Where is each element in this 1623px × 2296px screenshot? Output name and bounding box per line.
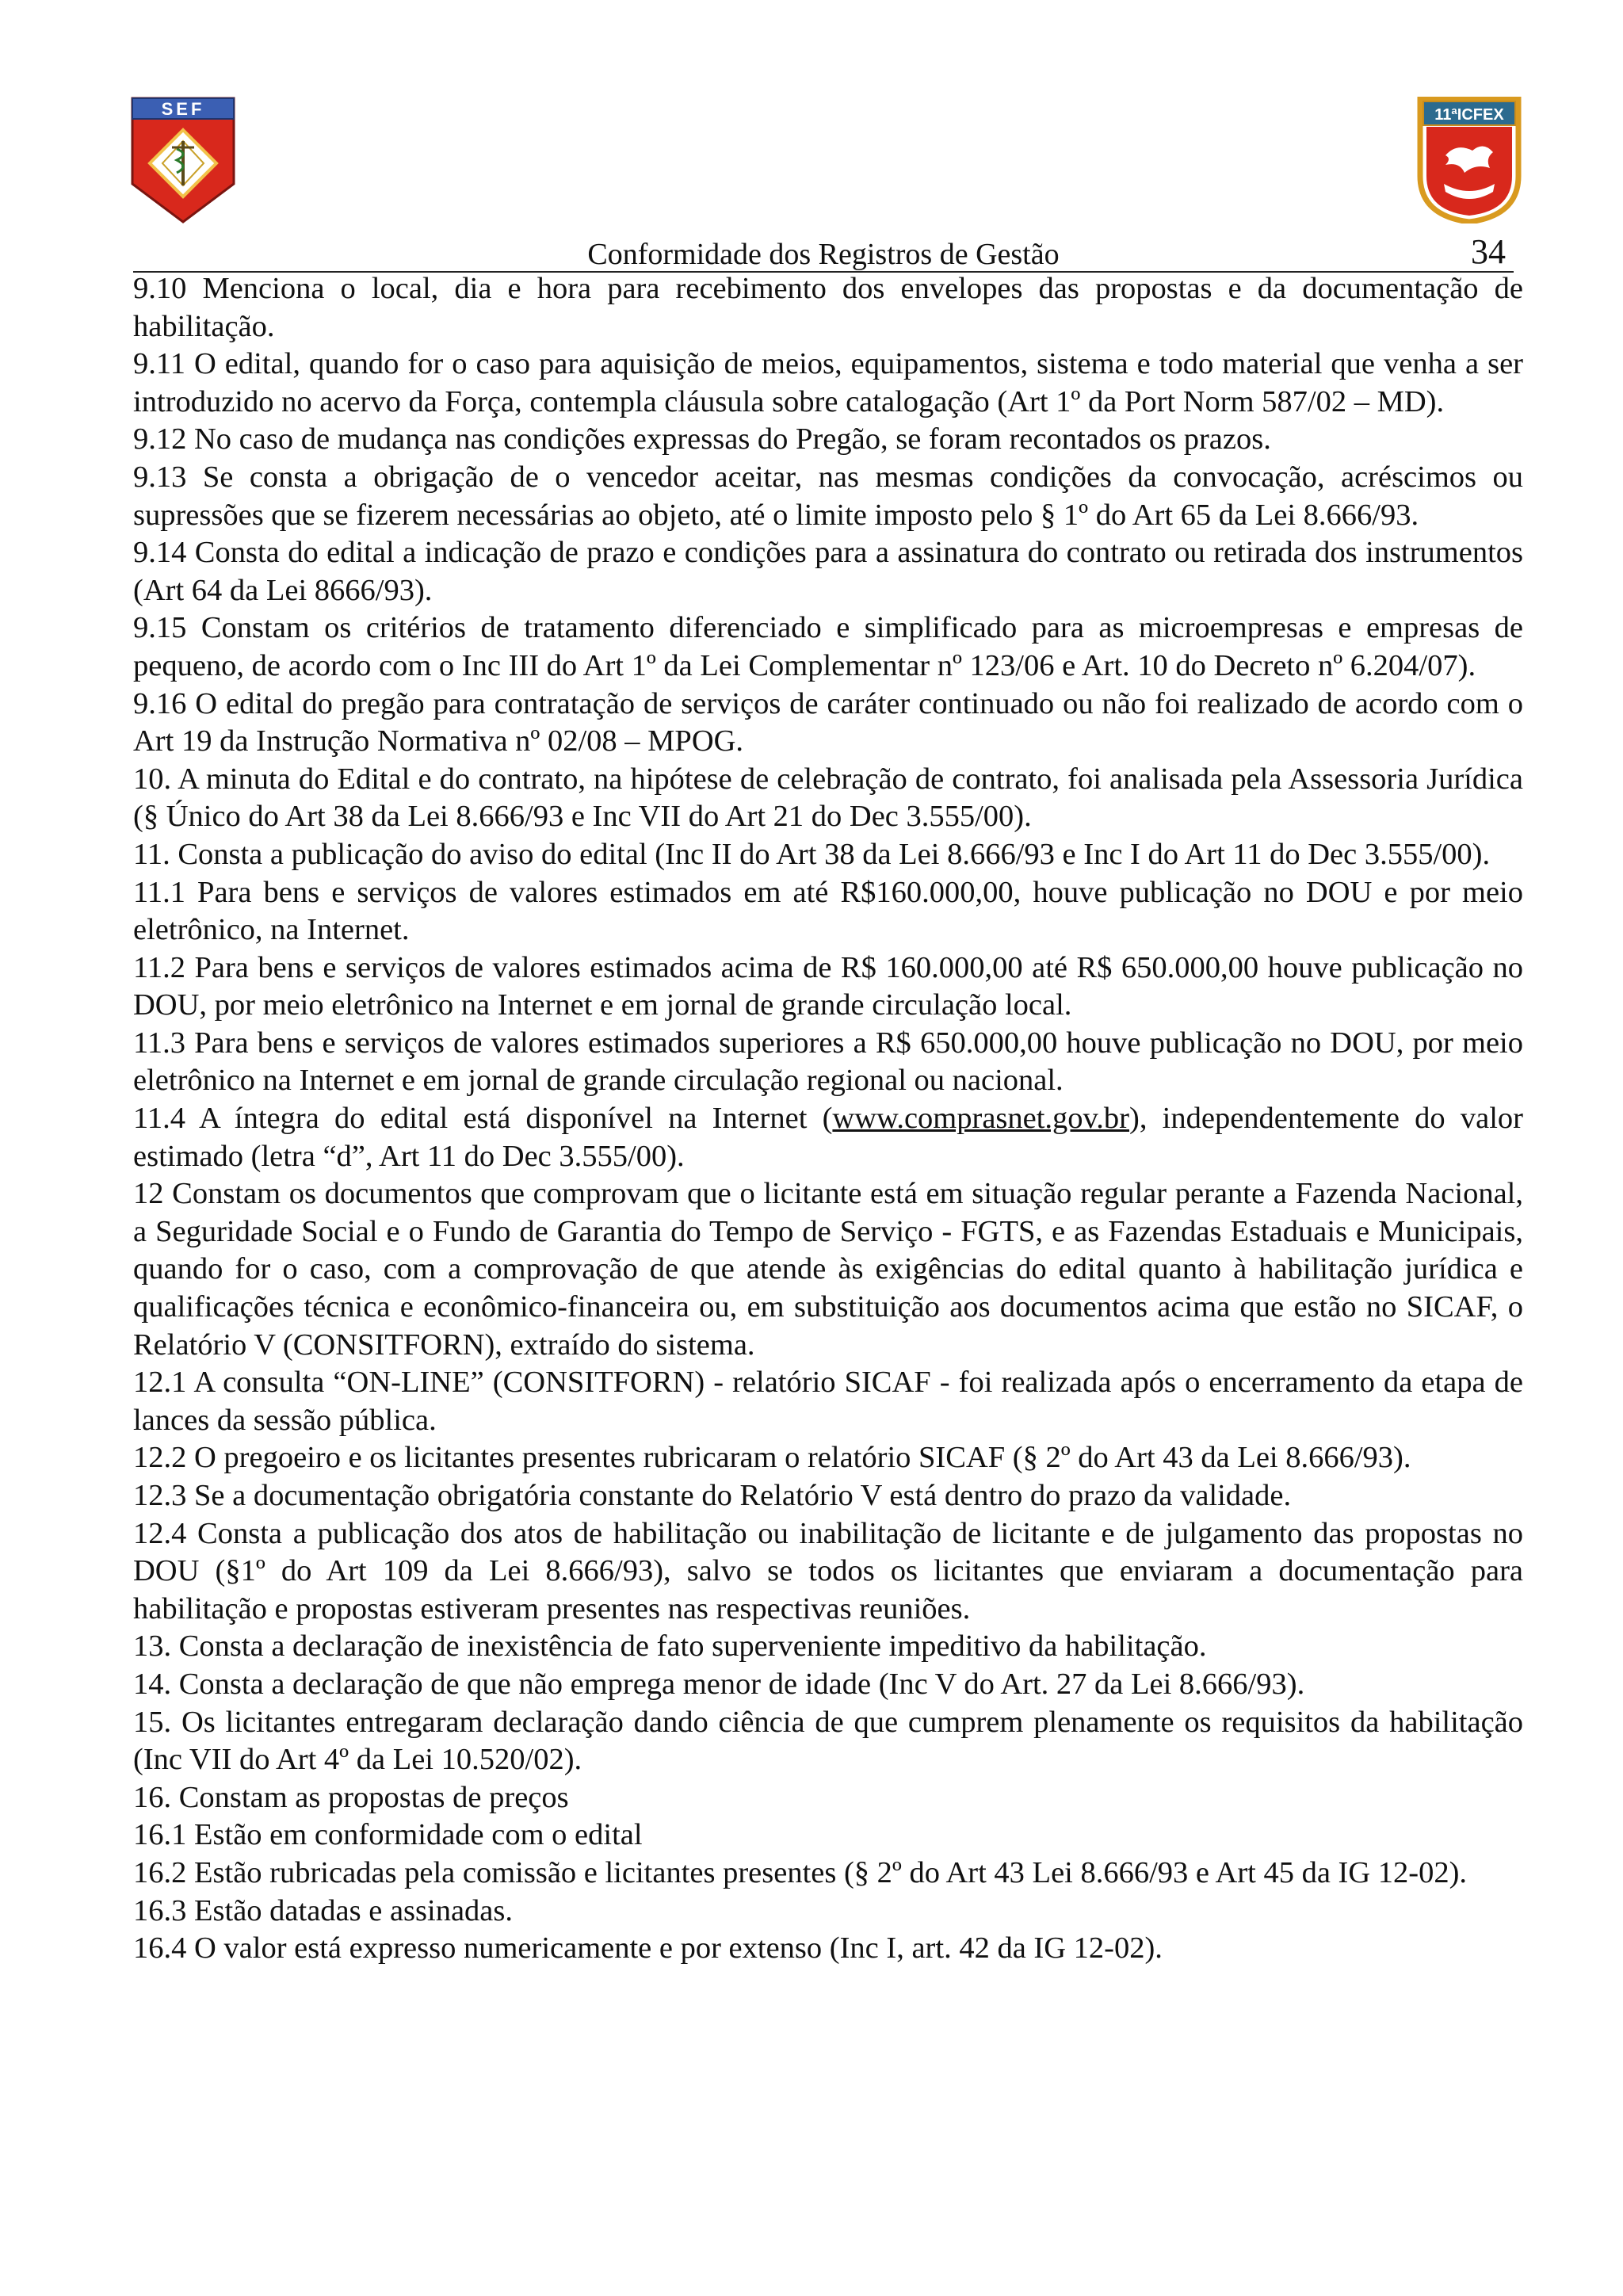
paragraph-12-4: 12.4 Consta a publicação dos atos de habilitação ou inabilitação de licitante e de julgamento das propostas no DOU (§1º do Art 109 da Lei 8.666/93), salvo se todos os licitantes que enviaram a documentação para habilitação e propostas estiveram presentes nas respectivas reuniões. — [133, 1516, 1523, 1626]
paragraph-9-10: 9.10 Menciona o local, dia e hora para recebimento dos envelopes das propostas e da documentação de habilitação. — [133, 272, 1523, 343]
paragraph-16-3: 16.3 Estão datadas e assinadas. — [133, 1893, 513, 1927]
paragraph-12-2: 12.2 O pregoeiro e os licitantes presentes rubricaram o relatório SICAF (§ 2º do Art 43 da Lei 8.666/93). — [133, 1441, 1411, 1475]
paragraph-16: 16. Constam as propostas de preços — [133, 1780, 569, 1814]
paragraph-11-4-text-start: 11.4 A íntegra do edital está disponível na Internet ( — [133, 1102, 833, 1136]
paragraph-11-2: 11.2 Para bens e serviços de valores estimados acima de R$ 160.000,00 até R$ 650.000,00 houve publicação no DOU, por meio eletrônico na Internet e em jornal de grande circulação local. — [133, 950, 1523, 1022]
paragraph-9-15: 9.15 Constam os critérios de tratamento diferenciado e simplificado para as microempresas e empresas de pequeno, de acordo com o Inc III do Art 1º da Lei Complementar nº 123/06 e Art. 10 do Decreto nº 6.204/07). — [133, 611, 1523, 682]
page-number: 34 — [1471, 232, 1506, 271]
paragraph-15: 15. Os licitantes entregaram declaração dando ciência de que cumprem plenamente os requisitos da habilitação (Inc VII do Art 4º da Lei 10.520/02). — [133, 1705, 1523, 1777]
paragraph-11-1: 11.1 Para bens e serviços de valores estimados em até R$160.000,00, houve publicação no DOU e por meio eletrônico, na Internet. — [133, 875, 1523, 947]
icfex-shield-logo — [1417, 97, 1522, 223]
icfex-logo-text: 11ªICFEX — [1434, 106, 1504, 124]
paragraph-12-1: 12.1 A consulta “ON-LINE” (CONSITFORN) - relatório SICAF - foi realizada após o encerramento da etapa de lances da sessão pública. — [133, 1366, 1523, 1437]
paragraph-11-4-text-end: ), independentemente do valor estimado (letra “d”, Art 11 do Dec 3.555/00). — [133, 1102, 1523, 1173]
paragraph-14: 14. Consta a declaração de que não emprega menor de idade (Inc V do Art. 27 da Lei 8.666/93). — [133, 1667, 1305, 1701]
paragraph-12-3: 12.3 Se a documentação obrigatória constante do Relatório V está dentro do prazo da validade. — [133, 1479, 1292, 1512]
comprasnet-link[interactable]: www.comprasnet.gov.br — [832, 1102, 1129, 1136]
paragraph-11: 11. Consta a publicação do aviso do edital (Inc II do Art 38 da Lei 8.666/93 e Inc I do Art 11 do Dec 3.555/00). — [133, 837, 1491, 871]
paragraph-12: 12 Constam os documentos que comprovam que o licitante está em situação regular perante a Fazenda Nacional, a Seguridade Social e o Fundo de Garantia do Tempo de Serviço - FGTS, e as Fazendas Estaduais e Municipais, quando for o caso, com a comprovação de que atende às exigências do edital quanto à habilitação jurídica e qualificações técnica e econômico-financeira ou, em substituição aos documentos acima que estão no SICAF, o Relatório V (CONSITFORN), extraído do sistema. — [133, 1177, 1523, 1362]
paragraph-11-4 — [133, 1100, 1523, 1175]
paragraph-9-14: 9.14 Consta do edital a indicação de prazo e condições para a assinatura do contrato ou retirada dos instrumentos (Art 64 da Lei 8666/93). — [133, 536, 1523, 607]
paragraph-16-2: 16.2 Estão rubricadas pela comissão e licitantes presentes (§ 2º do Art 43 Lei 8.666/93 e Art 45 da IG 12-02). — [133, 1855, 1468, 1889]
paragraph-9-11: 9.11 O edital, quando for o caso para aquisição de meios, equipamentos, sistema e todo material que venha a ser introduzido no acervo da Força, contempla cláusula sobre catalogação (Art 1º da Port Norm 587/02 – MD). — [133, 347, 1523, 418]
paragraph-9-12: 9.12 No caso de mudança nas condições expressas do Pregão, se foram recontados os prazos. — [133, 422, 1271, 457]
paragraph-11-3: 11.3 Para bens e serviços de valores estimados superiores a R$ 650.000,00 houve publicação no DOU, por meio eletrônico na Internet e em jornal de grande circulação regional ou nacional. — [133, 1026, 1523, 1098]
paragraph-16-4: 16.4 O valor está expresso numericamente e por extenso (Inc I, art. 42 da IG 12-02). — [133, 1931, 1163, 1966]
paragraph-9-13: 9.13 Se consta a obrigação de o vencedor aceitar, nas mesmas condições da convocação, acréscimos ou supressões que se fizerem necessárias ao objeto, até o limite imposto pelo § 1º do Art 65 da Lei 8.666/93. — [133, 460, 1523, 532]
sef-logo-text: SEF — [161, 99, 205, 119]
paragraph-16-1: 16.1 Estão em conformidade com o edital — [133, 1818, 643, 1852]
paragraph-10: 10. A minuta do Edital e do contrato, na hipótese de celebração de contrato, foi analisada pela Assessoria Jurídica (§ Único do Art 38 da Lei 8.666/93 e Inc VII do Art 21 do Dec 3.555/00). — [133, 762, 1523, 834]
sef-shield-logo — [131, 97, 235, 223]
page-header — [133, 232, 1514, 273]
header-title: Conformidade dos Registros de Gestão — [587, 238, 1060, 271]
document-body — [133, 270, 1523, 1968]
paragraph-9-16: 9.16 O edital do pregão para contratação de serviços de caráter continuado ou não foi realizado de acordo com o Art 19 da Instrução Normativa nº 02/08 – MPOG. — [133, 686, 1523, 758]
paragraph-13: 13. Consta a declaração de inexistência de fato superveniente impeditivo da habilitação. — [133, 1629, 1207, 1664]
